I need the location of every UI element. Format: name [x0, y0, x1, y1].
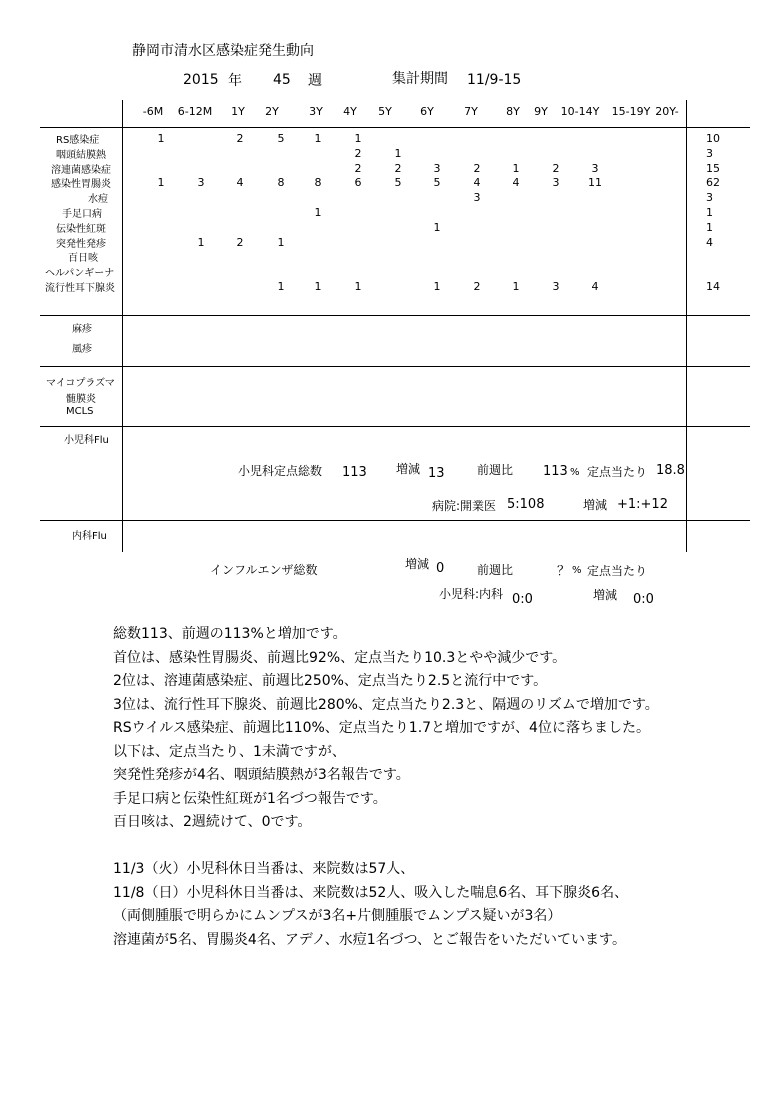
- year-unit: 年: [228, 73, 242, 89]
- row-total: 1: [706, 206, 713, 219]
- hospital-ratio-label: 病院:開業医: [432, 499, 497, 513]
- int-total-label: インフルエンザ総数: [210, 563, 318, 577]
- ped-internal-ratio-value: 0:0: [512, 592, 533, 607]
- report-line: 首位は、感染性胃腸炎、前週比92%、定点当たり10.3とやや減少です。: [113, 649, 567, 666]
- disease-name: 麻疹: [72, 324, 92, 335]
- table-cell: 1: [512, 280, 520, 293]
- table-cell: 1: [157, 176, 165, 190]
- table-cell: 1: [314, 132, 322, 145]
- row-total: 14: [706, 280, 720, 293]
- table-cell: 2: [236, 235, 244, 249]
- disease-name: MCLS: [66, 406, 94, 417]
- disease-name: 髄膜炎: [66, 394, 96, 405]
- table-cell: 1: [157, 132, 165, 145]
- ped-flu-bottom-line: [40, 520, 750, 521]
- table-cell: 1: [433, 220, 441, 234]
- disease-name: RS感染症: [56, 135, 100, 146]
- table-cell: 6: [354, 176, 362, 190]
- row-total: 15: [706, 161, 720, 175]
- age-header: 20Y-: [655, 105, 679, 118]
- report-line: 溶連菌が5名、胃腸炎4名、アデノ、水痘1名づつ、とご報告をいただいています。: [113, 931, 626, 948]
- ped-per-site-value: 18.8: [656, 463, 685, 478]
- table-cell: 4: [512, 176, 520, 190]
- table-cell: 3: [552, 176, 560, 190]
- age-header: 10-14Y: [560, 105, 600, 118]
- page-title: 静岡市清水区感染症発生動向: [132, 43, 314, 59]
- table-cell: 2: [394, 161, 402, 175]
- row-total: 62: [706, 176, 720, 190]
- table-cell: 2: [473, 280, 481, 293]
- hospital-change-label: 増減: [583, 498, 608, 512]
- report-line: 手足口病と伝染性紅斑が1名づつ報告です。: [113, 790, 387, 807]
- row-total: 10: [706, 132, 720, 145]
- row-total: 4: [706, 235, 713, 249]
- age-header: 9Y: [534, 105, 548, 118]
- age-header: 7Y: [464, 105, 478, 118]
- report-line: 3位は、流行性耳下腺炎、前週比280%、定点当たり2.3と、隔週のリズムで増加です。: [113, 696, 659, 713]
- ped-per-site-label: 定点当たり: [587, 465, 648, 479]
- int-pct: %: [572, 565, 582, 576]
- age-header: 1Y: [231, 105, 245, 118]
- disease-name: 咽頭結膜熱: [56, 149, 106, 161]
- table-cell: 8: [314, 176, 322, 190]
- disease-name: 感染性胃腸炎: [51, 179, 111, 191]
- report-line: 総数113、前週の113%と増加です。: [113, 626, 347, 642]
- pediatric-flu-label: 小児科Flu: [64, 435, 109, 446]
- week-unit: 週: [308, 73, 322, 89]
- ped-internal-ratio-label: 小児科:内科: [439, 587, 504, 601]
- table-cell: 3: [591, 161, 599, 175]
- ratio-change-value: 0:0: [633, 592, 654, 607]
- internal-flu-label: 内科Flu: [72, 531, 107, 542]
- ped-wow-label: 前週比: [477, 463, 514, 477]
- ratio-change-label: 増減: [593, 588, 618, 602]
- table-cell: 2: [473, 161, 481, 175]
- table-cell: 5: [277, 132, 285, 145]
- table-cell: 2: [354, 146, 362, 160]
- hospital-change-value: +1:+12: [617, 497, 668, 512]
- table-cell: 4: [591, 280, 599, 293]
- table-cell: 3: [433, 161, 441, 175]
- disease-name: 溶連菌感染症: [51, 164, 111, 176]
- int-per-site-label: 定点当たり: [587, 564, 648, 578]
- ped-total-value: 113: [342, 465, 367, 480]
- disease-name: 風疹: [72, 344, 92, 355]
- table-cell: 3: [473, 191, 481, 205]
- disease-name: 伝染性紅斑: [56, 223, 106, 235]
- week-value: 45: [273, 72, 291, 88]
- age-header: 8Y: [506, 105, 520, 118]
- age-header: 4Y: [343, 105, 357, 118]
- ped-change-label: 増減: [396, 462, 421, 476]
- table-cell: 2: [552, 161, 560, 175]
- report-line: 百日咳は、2週続けて、0です。: [113, 814, 312, 830]
- disease-name: 手足口病: [62, 209, 102, 220]
- group2-bottom-line: [40, 366, 750, 367]
- disease-name: 突発性発疹: [56, 238, 106, 250]
- ped-total-label: 小児科定点総数: [238, 464, 323, 478]
- age-header: 3Y: [309, 105, 323, 118]
- disease-name: 百日咳: [68, 253, 98, 265]
- report-line: 突発性発疹が4名、咽頭結膜熱が3名報告です。: [113, 767, 410, 783]
- row-total: 1: [706, 220, 713, 234]
- age-header: 6Y: [420, 105, 434, 118]
- period-label: 集計期間: [392, 71, 448, 87]
- year-value: 2015: [183, 72, 219, 88]
- age-header: 15-19Y: [611, 105, 651, 118]
- group3-bottom-line: [40, 426, 750, 427]
- int-change-value: 0: [436, 561, 445, 576]
- disease-name: 水痘: [88, 194, 108, 206]
- table-cell: 1: [512, 161, 520, 175]
- table-cell: 4: [236, 176, 244, 190]
- table-cell: 4: [473, 176, 481, 190]
- table-cell: 3: [197, 176, 205, 190]
- period-value: 11/9-15: [467, 72, 522, 88]
- age-header: 2Y: [265, 105, 279, 118]
- ped-pct: %: [570, 467, 580, 478]
- table-cell: 1: [433, 280, 441, 293]
- table-cell: 1: [314, 280, 322, 293]
- disease-name: 流行性耳下腺炎: [45, 283, 115, 294]
- table-cell: 2: [236, 132, 244, 145]
- ped-change-value: 13: [428, 466, 445, 481]
- row-total: 3: [706, 191, 713, 205]
- table-cell: 1: [277, 280, 285, 293]
- table-top-line: [40, 127, 750, 128]
- report-line: [113, 835, 659, 859]
- int-change-label: 増減: [405, 557, 430, 571]
- table-cell: 1: [354, 280, 362, 293]
- disease-name: マイコプラズマ: [46, 378, 115, 389]
- report-line: 以下は、定点当たり、1未満ですが、: [113, 743, 346, 760]
- age-header: 5Y: [378, 105, 392, 118]
- int-wow-value: ？: [557, 564, 571, 579]
- table-right-divider: [686, 100, 687, 552]
- row-total: 3: [706, 146, 713, 160]
- disease-name: ヘルパンギーナ: [45, 268, 115, 280]
- table-cell: 8: [277, 176, 285, 190]
- table-cell: 5: [433, 176, 441, 190]
- table-cell: 5: [394, 176, 402, 190]
- table-cell: 1: [394, 146, 402, 160]
- table-cell: 11: [588, 176, 602, 190]
- table-left-divider: [122, 100, 123, 552]
- table-cell: 3: [552, 280, 560, 293]
- report-line: 11/3（火）小児科休日当番は、来院数は57人、: [113, 861, 415, 877]
- table-cell: 1: [354, 132, 362, 145]
- report-line: 11/8（日）小児科休日当番は、来院数は52人、吸入した喘息6名、耳下腺炎6名、: [113, 884, 629, 901]
- age-header: -6M: [142, 105, 164, 118]
- report-line: 2位は、溶連菌感染症、前週比250%、定点当たり2.5と流行中です。: [113, 673, 548, 689]
- table-cell: 1: [277, 235, 285, 249]
- report-text: [113, 623, 659, 952]
- table-cell: 1: [197, 235, 205, 249]
- table-cell: 2: [354, 161, 362, 175]
- report-line: （両側腫脹で明らかにムンプスが3名+片側腫脹でムンプス疑いが3名）: [113, 908, 562, 924]
- group1-bottom-line: [40, 315, 750, 316]
- table-cell: 1: [314, 206, 322, 219]
- int-wow-label: 前週比: [477, 563, 514, 577]
- report-line: RSウイルス感染症、前週比110%、定点当たり1.7と増加ですが、4位に落ちました。: [113, 720, 650, 736]
- ped-wow-value: 113: [543, 464, 568, 479]
- age-header: 6-12M: [177, 105, 213, 118]
- hospital-ratio-value: 5:108: [507, 497, 545, 512]
